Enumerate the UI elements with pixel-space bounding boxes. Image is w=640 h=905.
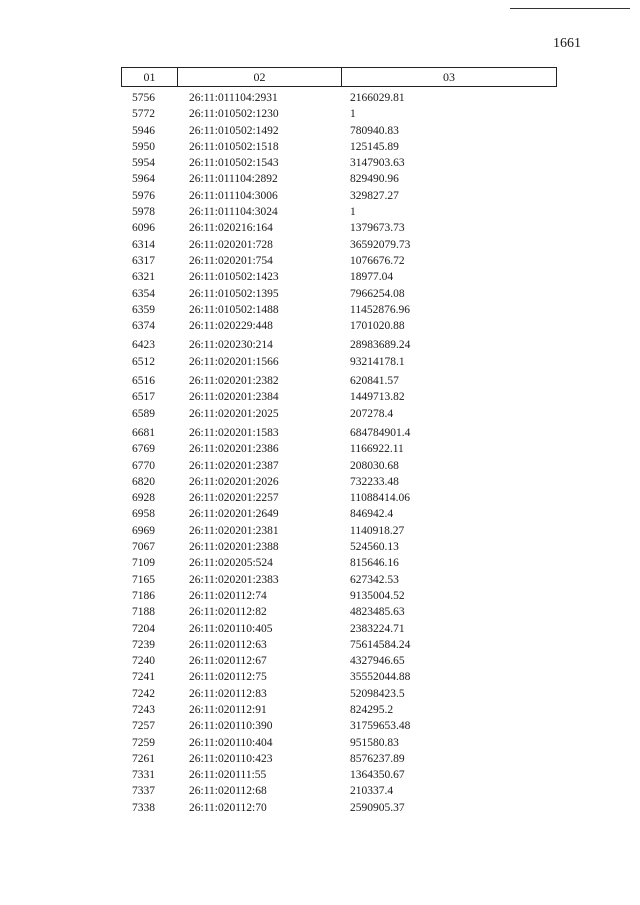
table-row xyxy=(0,425,640,441)
cadastral-number-cell: 26:11:020111:55 xyxy=(189,769,267,782)
table-row xyxy=(0,441,640,457)
row-id-cell: 7257 xyxy=(132,720,155,733)
cadastral-number-cell: 26:11:020201:1566 xyxy=(189,355,279,368)
table-row xyxy=(0,253,640,269)
value-cell: 3147903.63 xyxy=(350,157,405,170)
row-id-cell: 6096 xyxy=(132,222,155,235)
table-row xyxy=(0,302,640,318)
cadastral-number-cell: 26:11:020201:2649 xyxy=(189,508,279,521)
row-id-cell: 6928 xyxy=(132,492,155,505)
cadastral-number-cell: 26:11:020201:2381 xyxy=(189,524,279,537)
header-col-02: 02 xyxy=(178,68,342,86)
cadastral-number-cell: 26:11:020110:390 xyxy=(189,720,273,733)
cadastral-number-cell: 26:11:011104:2931 xyxy=(189,92,278,104)
row-id-cell: 7259 xyxy=(132,736,155,749)
row-id-cell: 7331 xyxy=(132,769,155,782)
value-cell: 11088414.06 xyxy=(350,492,410,505)
table-row xyxy=(0,604,640,620)
row-id-cell: 6314 xyxy=(132,238,155,251)
row-id-cell: 7241 xyxy=(132,671,155,684)
value-cell: 1140918.27 xyxy=(350,524,405,537)
cadastral-number-cell: 26:11:020112:68 xyxy=(189,785,267,798)
table-row xyxy=(0,106,640,122)
cadastral-number-cell: 26:11:010502:1518 xyxy=(189,140,279,153)
value-cell: 524560.13 xyxy=(350,541,399,554)
table-row xyxy=(0,539,640,555)
table-row xyxy=(0,337,640,353)
row-id-cell: 6820 xyxy=(132,475,155,488)
cadastral-number-cell: 26:11:020229:448 xyxy=(189,320,273,333)
row-id-cell: 6589 xyxy=(132,407,155,420)
row-id-cell: 5950 xyxy=(132,140,155,153)
value-cell: 732233.48 xyxy=(350,475,399,488)
row-id-cell: 7338 xyxy=(132,801,155,814)
cadastral-number-cell: 26:11:020205:524 xyxy=(189,557,273,570)
value-cell: 951580.83 xyxy=(350,736,399,749)
row-id-cell: 7204 xyxy=(132,622,155,635)
cadastral-number-cell: 26:11:020201:754 xyxy=(189,254,273,267)
cadastral-number-cell: 26:11:010502:1543 xyxy=(189,157,279,170)
row-id-cell: 5954 xyxy=(132,157,155,170)
row-id-cell: 7165 xyxy=(132,573,155,586)
value-cell: 2383224.71 xyxy=(350,622,405,635)
table-row xyxy=(0,474,640,490)
row-id-cell: 5756 xyxy=(132,92,155,104)
cadastral-number-cell: 26:11:020201:728 xyxy=(189,238,273,251)
value-cell: 93214178.1 xyxy=(350,355,405,368)
row-id-cell: 6969 xyxy=(132,524,155,537)
value-cell: 1166922.11 xyxy=(350,443,404,456)
table-row xyxy=(0,800,640,816)
row-id-cell: 5946 xyxy=(132,124,155,137)
row-id-cell: 7261 xyxy=(132,752,155,765)
cadastral-number-cell: 26:11:020201:1583 xyxy=(189,426,279,439)
row-id-cell: 6681 xyxy=(132,426,155,439)
value-cell: 11452876.96 xyxy=(350,303,410,316)
cadastral-number-cell: 26:11:020201:2388 xyxy=(189,541,279,554)
row-id-cell: 6321 xyxy=(132,271,155,284)
cadastral-number-cell: 26:11:020201:2383 xyxy=(189,573,279,586)
cadastral-number-cell: 26:11:020112:63 xyxy=(189,638,267,651)
cadastral-number-cell: 26:11:020110:423 xyxy=(189,752,273,765)
page-number: 1661 xyxy=(553,36,581,51)
table-row xyxy=(0,702,640,718)
table-row xyxy=(0,204,640,220)
cadastral-number-cell: 26:11:010502:1423 xyxy=(189,271,279,284)
value-cell: 36592079.73 xyxy=(350,238,411,251)
row-id-cell: 6423 xyxy=(132,339,155,352)
value-cell: 125145.89 xyxy=(350,140,399,153)
row-id-cell: 5978 xyxy=(132,206,155,219)
cadastral-number-cell: 26:11:020110:405 xyxy=(189,622,273,635)
cadastral-number-cell: 26:11:020201:2386 xyxy=(189,443,279,456)
cadastral-number-cell: 26:11:020230:214 xyxy=(189,339,273,352)
cadastral-number-cell: 26:11:020112:75 xyxy=(189,671,267,684)
cadastral-number-cell: 26:11:020112:83 xyxy=(189,687,267,700)
table-row xyxy=(0,686,640,702)
value-cell: 52098423.5 xyxy=(350,687,405,700)
table-body xyxy=(0,90,640,816)
cadastral-number-cell: 26:11:020216:164 xyxy=(189,222,273,235)
table-row xyxy=(0,220,640,236)
table-row xyxy=(0,523,640,539)
row-id-cell: 6354 xyxy=(132,287,155,300)
row-id-cell: 6769 xyxy=(132,443,155,456)
value-cell: 1 xyxy=(350,108,356,121)
value-cell: 627342.53 xyxy=(350,573,399,586)
cadastral-number-cell: 26:11:020112:91 xyxy=(189,703,267,716)
cadastral-number-cell: 26:11:020201:2026 xyxy=(189,475,279,488)
value-cell: 1364350.67 xyxy=(350,769,405,782)
table-row xyxy=(0,406,640,422)
cadastral-number-cell: 26:11:020112:82 xyxy=(189,606,267,619)
cadastral-number-cell: 26:11:010502:1488 xyxy=(189,303,279,316)
cadastral-number-cell: 26:11:020112:70 xyxy=(189,801,267,814)
row-id-cell: 7242 xyxy=(132,687,155,700)
table-row xyxy=(0,286,640,302)
table-row xyxy=(0,354,640,370)
row-id-cell: 6770 xyxy=(132,459,155,472)
value-cell: 329827.27 xyxy=(350,189,399,202)
table-row xyxy=(0,735,640,751)
value-cell: 4823485.63 xyxy=(350,606,405,619)
row-id-cell: 6317 xyxy=(132,254,155,267)
cadastral-number-cell: 26:11:010502:1492 xyxy=(189,124,279,137)
table-row xyxy=(0,751,640,767)
cadastral-number-cell: 26:11:020201:2384 xyxy=(189,391,279,404)
value-cell: 7966254.08 xyxy=(350,287,405,300)
row-id-cell: 5772 xyxy=(132,108,155,121)
header-col-03: 03 xyxy=(443,70,455,84)
value-cell: 824295.2 xyxy=(350,703,394,716)
cadastral-number-cell: 26:11:010502:1230 xyxy=(189,108,279,121)
cadastral-number-cell: 26:11:020201:2025 xyxy=(189,407,279,420)
row-id-cell: 5964 xyxy=(132,173,155,186)
value-cell: 31759653.48 xyxy=(350,720,411,733)
value-cell: 35552044.88 xyxy=(350,671,411,684)
table-header xyxy=(121,67,557,87)
value-cell: 210337.4 xyxy=(350,785,394,798)
table-row xyxy=(0,588,640,604)
value-cell: 780940.83 xyxy=(350,124,399,137)
row-id-cell: 6516 xyxy=(132,375,155,388)
table-row xyxy=(0,572,640,588)
value-cell: 620841.57 xyxy=(350,375,399,388)
table-row xyxy=(0,188,640,204)
row-id-cell: 6958 xyxy=(132,508,155,521)
row-id-cell: 5976 xyxy=(132,189,155,202)
table-row xyxy=(0,90,640,106)
value-cell: 1076676.72 xyxy=(350,254,405,267)
value-cell: 8576237.89 xyxy=(350,752,405,765)
row-id-cell: 7186 xyxy=(132,589,155,602)
table-row xyxy=(0,155,640,171)
value-cell: 1701020.88 xyxy=(350,320,405,333)
table-row xyxy=(0,669,640,685)
cadastral-number-cell: 26:11:020201:2382 xyxy=(189,375,279,388)
table-row xyxy=(0,506,640,522)
table-row xyxy=(0,637,640,653)
row-id-cell: 6359 xyxy=(132,303,155,316)
row-id-cell: 7188 xyxy=(132,606,155,619)
table-row xyxy=(0,237,640,253)
table-row xyxy=(0,767,640,783)
cadastral-number-cell: 26:11:020110:404 xyxy=(189,736,273,749)
row-id-cell: 7067 xyxy=(132,541,155,554)
value-cell: 207278.4 xyxy=(350,407,394,420)
row-id-cell: 6517 xyxy=(132,391,155,404)
cadastral-number-cell: 26:11:010502:1395 xyxy=(189,287,279,300)
top-rule xyxy=(510,8,630,9)
value-cell: 2166029.81 xyxy=(350,92,405,104)
row-id-cell: 7239 xyxy=(132,638,155,651)
cadastral-number-cell: 26:11:011104:2892 xyxy=(189,173,278,186)
value-cell: 208030.68 xyxy=(350,459,399,472)
table-row xyxy=(0,555,640,571)
value-cell: 2590905.37 xyxy=(350,801,405,814)
row-id-cell: 7240 xyxy=(132,655,155,668)
table-row xyxy=(0,621,640,637)
header-col-01: 01 xyxy=(122,68,178,86)
cadastral-number-cell: 26:11:020112:74 xyxy=(189,589,267,602)
table-row xyxy=(0,653,640,669)
table-row xyxy=(0,123,640,139)
row-id-cell: 6512 xyxy=(132,355,155,368)
value-cell: 4327946.65 xyxy=(350,655,405,668)
row-id-cell: 7243 xyxy=(132,703,155,716)
cadastral-number-cell: 26:11:011104:3006 xyxy=(189,189,278,202)
value-cell: 1449713.82 xyxy=(350,391,405,404)
value-cell: 846942.4 xyxy=(350,508,394,521)
row-id-cell: 6374 xyxy=(132,320,155,333)
value-cell: 1 xyxy=(350,206,356,219)
cadastral-number-cell: 26:11:020112:67 xyxy=(189,655,267,668)
table-row xyxy=(0,269,640,285)
value-cell: 18977.04 xyxy=(350,271,394,284)
value-cell: 1379673.73 xyxy=(350,222,405,235)
table-row xyxy=(0,490,640,506)
value-cell: 829490.96 xyxy=(350,173,399,186)
value-cell: 9135004.52 xyxy=(350,589,405,602)
table-row xyxy=(0,783,640,799)
table-row xyxy=(0,458,640,474)
cadastral-number-cell: 26:11:020201:2387 xyxy=(189,459,279,472)
value-cell: 75614584.24 xyxy=(350,638,411,651)
table-row xyxy=(0,139,640,155)
row-id-cell: 7337 xyxy=(132,785,155,798)
cadastral-number-cell: 26:11:011104:3024 xyxy=(189,206,278,219)
value-cell: 28983689.24 xyxy=(350,339,411,352)
table-row xyxy=(0,718,640,734)
table-row xyxy=(0,389,640,405)
cadastral-number-cell: 26:11:020201:2257 xyxy=(189,492,279,505)
table-row xyxy=(0,318,640,334)
table-row xyxy=(0,373,640,389)
value-cell: 815646.16 xyxy=(350,557,399,570)
value-cell: 684784901.4 xyxy=(350,426,411,439)
row-id-cell: 7109 xyxy=(132,557,155,570)
table-row xyxy=(0,171,640,187)
